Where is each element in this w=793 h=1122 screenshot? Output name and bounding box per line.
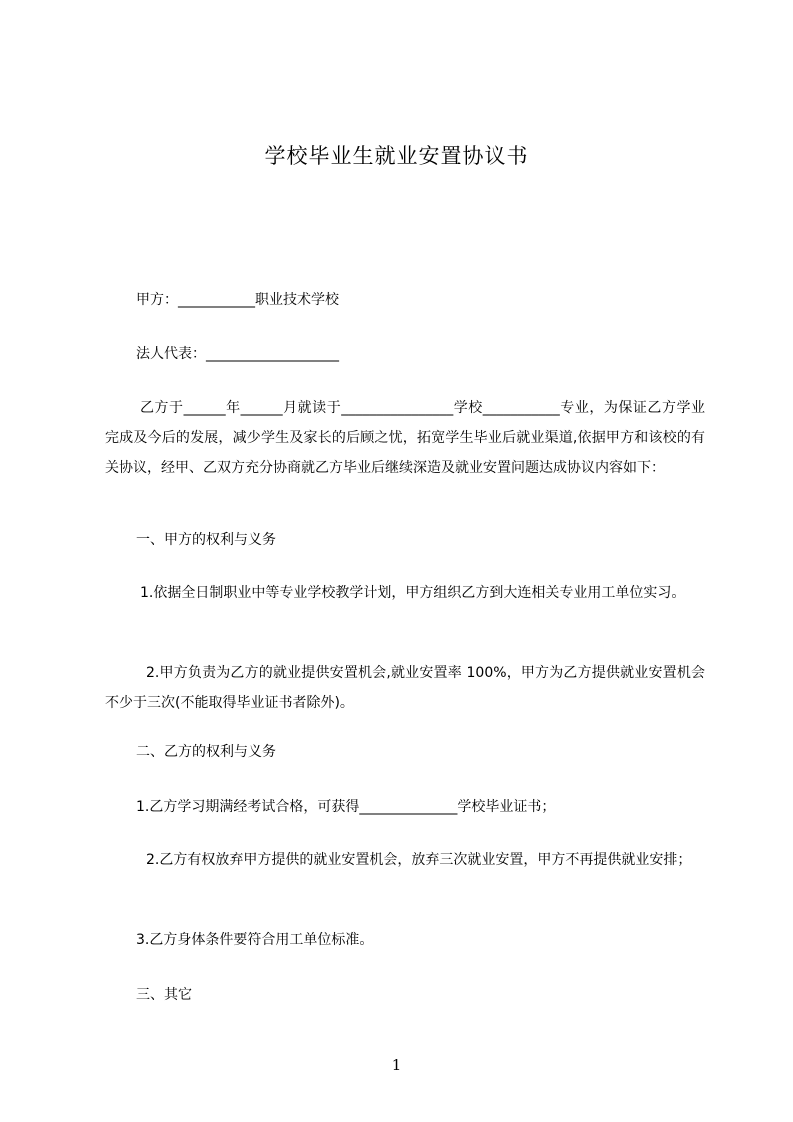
section-2-item-2: 2.乙方有权放弃甲方提供的就业安置机会，放弃三次就业安置，甲方不再提供就业安排； xyxy=(146,852,692,868)
intro-paragraph: 乙方于______年______月就读于________________学校___________专业，为保证乙方学业完成及今后的发展，减少学生及家长的后顾之忧，拓宽学生毕业后就业渠道,依据甲方和该校的有关协议，经甲、乙双方充分协商就乙方毕业后继续深造及就业安置问题达成协议内容如下： xyxy=(105,400,705,476)
section-1-item-2: 2.甲方负责为乙方的就业提供安置机会,就业安置率 100%，甲方为乙方提供就业安置机会不少于三次(不能取得毕业证书者除外)。 xyxy=(105,665,705,711)
party-a-line: 甲方：___________职业技术学校 xyxy=(136,292,339,308)
document-title: 学校毕业生就业安置协议书 xyxy=(264,144,529,168)
section-1-heading: 一、甲方的权利与义务 xyxy=(136,532,276,548)
section-2-heading: 二、乙方的权利与义务 xyxy=(136,744,276,760)
section-2-item-3: 3.乙方身体条件要符合用工单位标准。 xyxy=(136,932,374,948)
legal-representative-line: 法人代表：___________________ xyxy=(136,346,339,362)
section-2-item-1: 1.乙方学习期满经考试合格，可获得______________学校毕业证书； xyxy=(136,799,556,815)
page-number: 1 xyxy=(391,1056,402,1074)
section-3-heading: 三、其它 xyxy=(136,987,192,1003)
section-1-item-1: 1.依据全日制职业中等专业学校教学计划，甲方组织乙方到大连相关专业用工单位实习。 xyxy=(140,585,686,601)
